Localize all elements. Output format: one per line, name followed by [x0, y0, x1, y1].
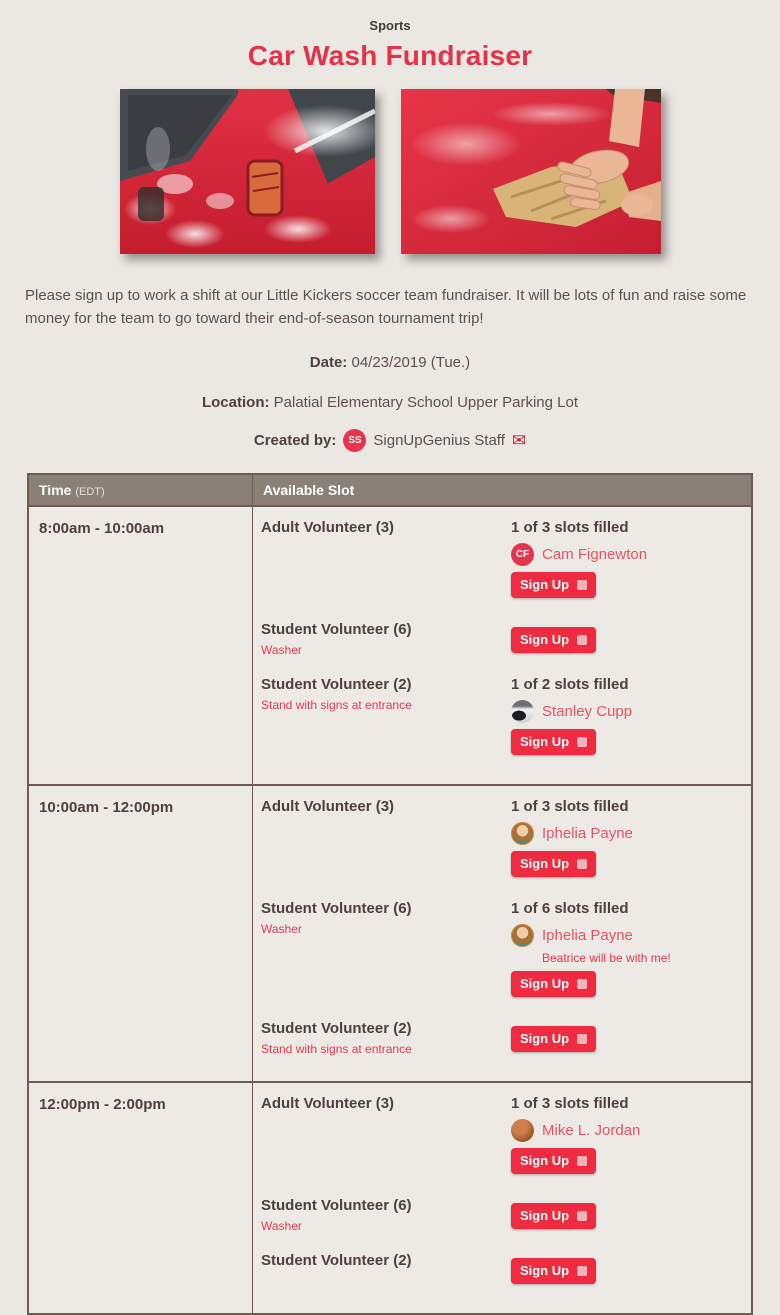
- slots-filled-count: 1 of 3 slots filled: [511, 797, 629, 815]
- sign-up-button-label: Sign Up: [519, 976, 570, 991]
- location-line: [0, 394, 780, 411]
- slot-info: [261, 621, 511, 657]
- sign-up-button[interactable]: [511, 851, 596, 877]
- slots-filled-count: 1 of 3 slots filled: [511, 1094, 629, 1112]
- slot-info: [261, 1252, 511, 1269]
- signup-table: [27, 473, 753, 1315]
- sign-up-button[interactable]: [511, 1203, 596, 1229]
- slot-title: Student Volunteer (6): [261, 899, 412, 917]
- sign-up-button-label: Sign Up: [519, 1263, 570, 1278]
- sign-up-button-label: Sign Up: [519, 632, 570, 647]
- date-line: [0, 354, 780, 371]
- slot-title: Student Volunteer (2): [261, 1019, 412, 1037]
- sign-up-button-label: Sign Up: [519, 577, 570, 592]
- sign-up-button-label: Sign Up: [519, 856, 570, 871]
- slot-info: [261, 1095, 511, 1112]
- signed-up-member: [511, 543, 741, 566]
- slot-status: [511, 798, 741, 885]
- sign-up-button-label: Sign Up: [519, 734, 570, 749]
- slots-cell: [253, 1083, 751, 1313]
- slot-status: [511, 1095, 741, 1182]
- member-name-link[interactable]: Iphelia Payne: [542, 824, 633, 842]
- time-cell: 10:00am - 12:00pm: [29, 786, 253, 1081]
- date-label: Date:: [309, 353, 348, 371]
- table-header-row: [29, 475, 751, 505]
- slot-status: [511, 900, 741, 1005]
- time-cell: 12:00pm - 2:00pm: [29, 1083, 253, 1313]
- creator-avatar: SS: [343, 429, 366, 452]
- slot-status: [511, 676, 741, 763]
- photo-strip: [0, 89, 780, 254]
- checkbox-icon: [577, 1034, 587, 1044]
- slot-subtitle: Stand with signs at entrance: [261, 697, 412, 712]
- location-value: Palatial Elementary School Upper Parking Lot: [273, 393, 578, 411]
- created-by-label: Created by:: [253, 431, 337, 449]
- slot-group: [261, 519, 741, 606]
- creator-name: SignUpGenius Staff: [373, 431, 505, 449]
- slot-title: Student Volunteer (2): [261, 1251, 412, 1269]
- member-initials-avatar: CF: [511, 543, 534, 566]
- slot-subtitle: Stand with signs at entrance: [261, 1041, 412, 1056]
- sign-up-button[interactable]: [511, 729, 596, 755]
- event-description: Please sign up to work a shift at our Little Kickers soccer team fundraiser. It will be lots of fun and raise some money for the team to go toward their end-of-season tournament trip!: [25, 287, 747, 328]
- table-row: [29, 784, 751, 1081]
- checkbox-icon: [577, 1156, 587, 1166]
- slot-info: [261, 1197, 511, 1233]
- member-name-link[interactable]: Cam Fignewton: [542, 545, 648, 563]
- member-name-link[interactable]: Iphelia Payne: [542, 926, 633, 944]
- signup-table-body: [29, 505, 751, 1313]
- slot-title: Student Volunteer (2): [261, 675, 412, 693]
- sign-up-button[interactable]: [511, 971, 596, 997]
- member-comment: Beatrice will be with me!: [542, 950, 671, 965]
- page-title: Car Wash Fundraiser: [247, 40, 533, 71]
- checkbox-icon: [577, 635, 587, 645]
- slot-group: [261, 798, 741, 885]
- sign-up-button-label: Sign Up: [519, 1208, 570, 1223]
- slot-info: [261, 676, 511, 712]
- sign-up-button[interactable]: [511, 1148, 596, 1174]
- signed-up-member: [511, 1119, 741, 1142]
- slot-subtitle: Washer: [261, 642, 302, 657]
- slot-title: Student Volunteer (6): [261, 1196, 412, 1214]
- time-cell: 8:00am - 10:00am: [29, 507, 253, 784]
- sign-up-button[interactable]: [511, 572, 596, 598]
- member-photo-avatar: [511, 700, 534, 723]
- slot-status: [511, 621, 741, 661]
- slot-group: [261, 1095, 741, 1182]
- member-name-link[interactable]: Stanley Cupp: [542, 702, 633, 720]
- signed-up-member: [511, 924, 741, 947]
- checkbox-icon: [577, 1266, 587, 1276]
- member-photo-avatar: [511, 822, 534, 845]
- slot-status: [511, 1252, 741, 1292]
- member-photo-avatar: [511, 924, 534, 947]
- envelope-icon[interactable]: ✉: [511, 430, 527, 450]
- slot-group: [261, 1020, 741, 1060]
- checkbox-icon: [577, 979, 587, 989]
- slots-filled-count: 1 of 3 slots filled: [511, 518, 629, 536]
- slot-subtitle: Washer: [261, 1218, 302, 1233]
- sign-up-button-label: Sign Up: [519, 1153, 570, 1168]
- member-photo-avatar: [511, 1119, 534, 1142]
- time-column-header: [29, 475, 253, 505]
- slot-group: [261, 1197, 741, 1237]
- category-label: Sports: [369, 18, 411, 33]
- checkbox-icon: [577, 737, 587, 747]
- slot-group: [261, 900, 741, 1005]
- checkbox-icon: [577, 580, 587, 590]
- slot-status: [511, 519, 741, 606]
- slot-title: Adult Volunteer (3): [261, 1094, 395, 1112]
- slot-title: Adult Volunteer (3): [261, 518, 395, 536]
- signed-up-member: [511, 822, 741, 845]
- slot-title: Student Volunteer (6): [261, 620, 412, 638]
- slot-group: [261, 621, 741, 661]
- slots-filled-count: 1 of 2 slots filled: [511, 675, 629, 693]
- slot-title: Adult Volunteer (3): [261, 797, 395, 815]
- slot-status: [511, 1197, 741, 1237]
- slot-info: [261, 900, 511, 936]
- car-wash-spray-photo: [120, 89, 375, 254]
- slot-subtitle: Washer: [261, 921, 302, 936]
- member-name-link[interactable]: Mike L. Jordan: [542, 1121, 641, 1139]
- sign-up-button[interactable]: [511, 1258, 596, 1284]
- slot-status: [511, 1020, 741, 1060]
- slot-info: [261, 798, 511, 815]
- signed-up-member: [511, 700, 741, 723]
- table-row: [29, 505, 751, 784]
- slot-info: [261, 519, 511, 536]
- sign-up-button-label: Sign Up: [519, 1031, 570, 1046]
- event-meta: [0, 354, 780, 452]
- table-row: [29, 1081, 751, 1313]
- date-value: 04/23/2019 (Tue.): [351, 353, 471, 371]
- sign-up-button[interactable]: [511, 1026, 596, 1052]
- time-header-label: Time: [39, 481, 72, 498]
- slots-filled-count: 1 of 6 slots filled: [511, 899, 629, 917]
- slot-group: [261, 1252, 741, 1292]
- location-label: Location:: [201, 393, 270, 411]
- slot-column-header: Available Slot: [263, 481, 355, 498]
- slots-cell: [253, 507, 751, 784]
- checkbox-icon: [577, 859, 587, 869]
- slot-group: [261, 676, 741, 763]
- car-dry-photo: [401, 89, 661, 254]
- created-by-line: [0, 429, 780, 452]
- timezone-label: (EDT): [75, 485, 105, 498]
- checkbox-icon: [577, 1211, 587, 1221]
- sign-up-button[interactable]: [511, 627, 596, 653]
- slots-cell: [253, 786, 751, 1081]
